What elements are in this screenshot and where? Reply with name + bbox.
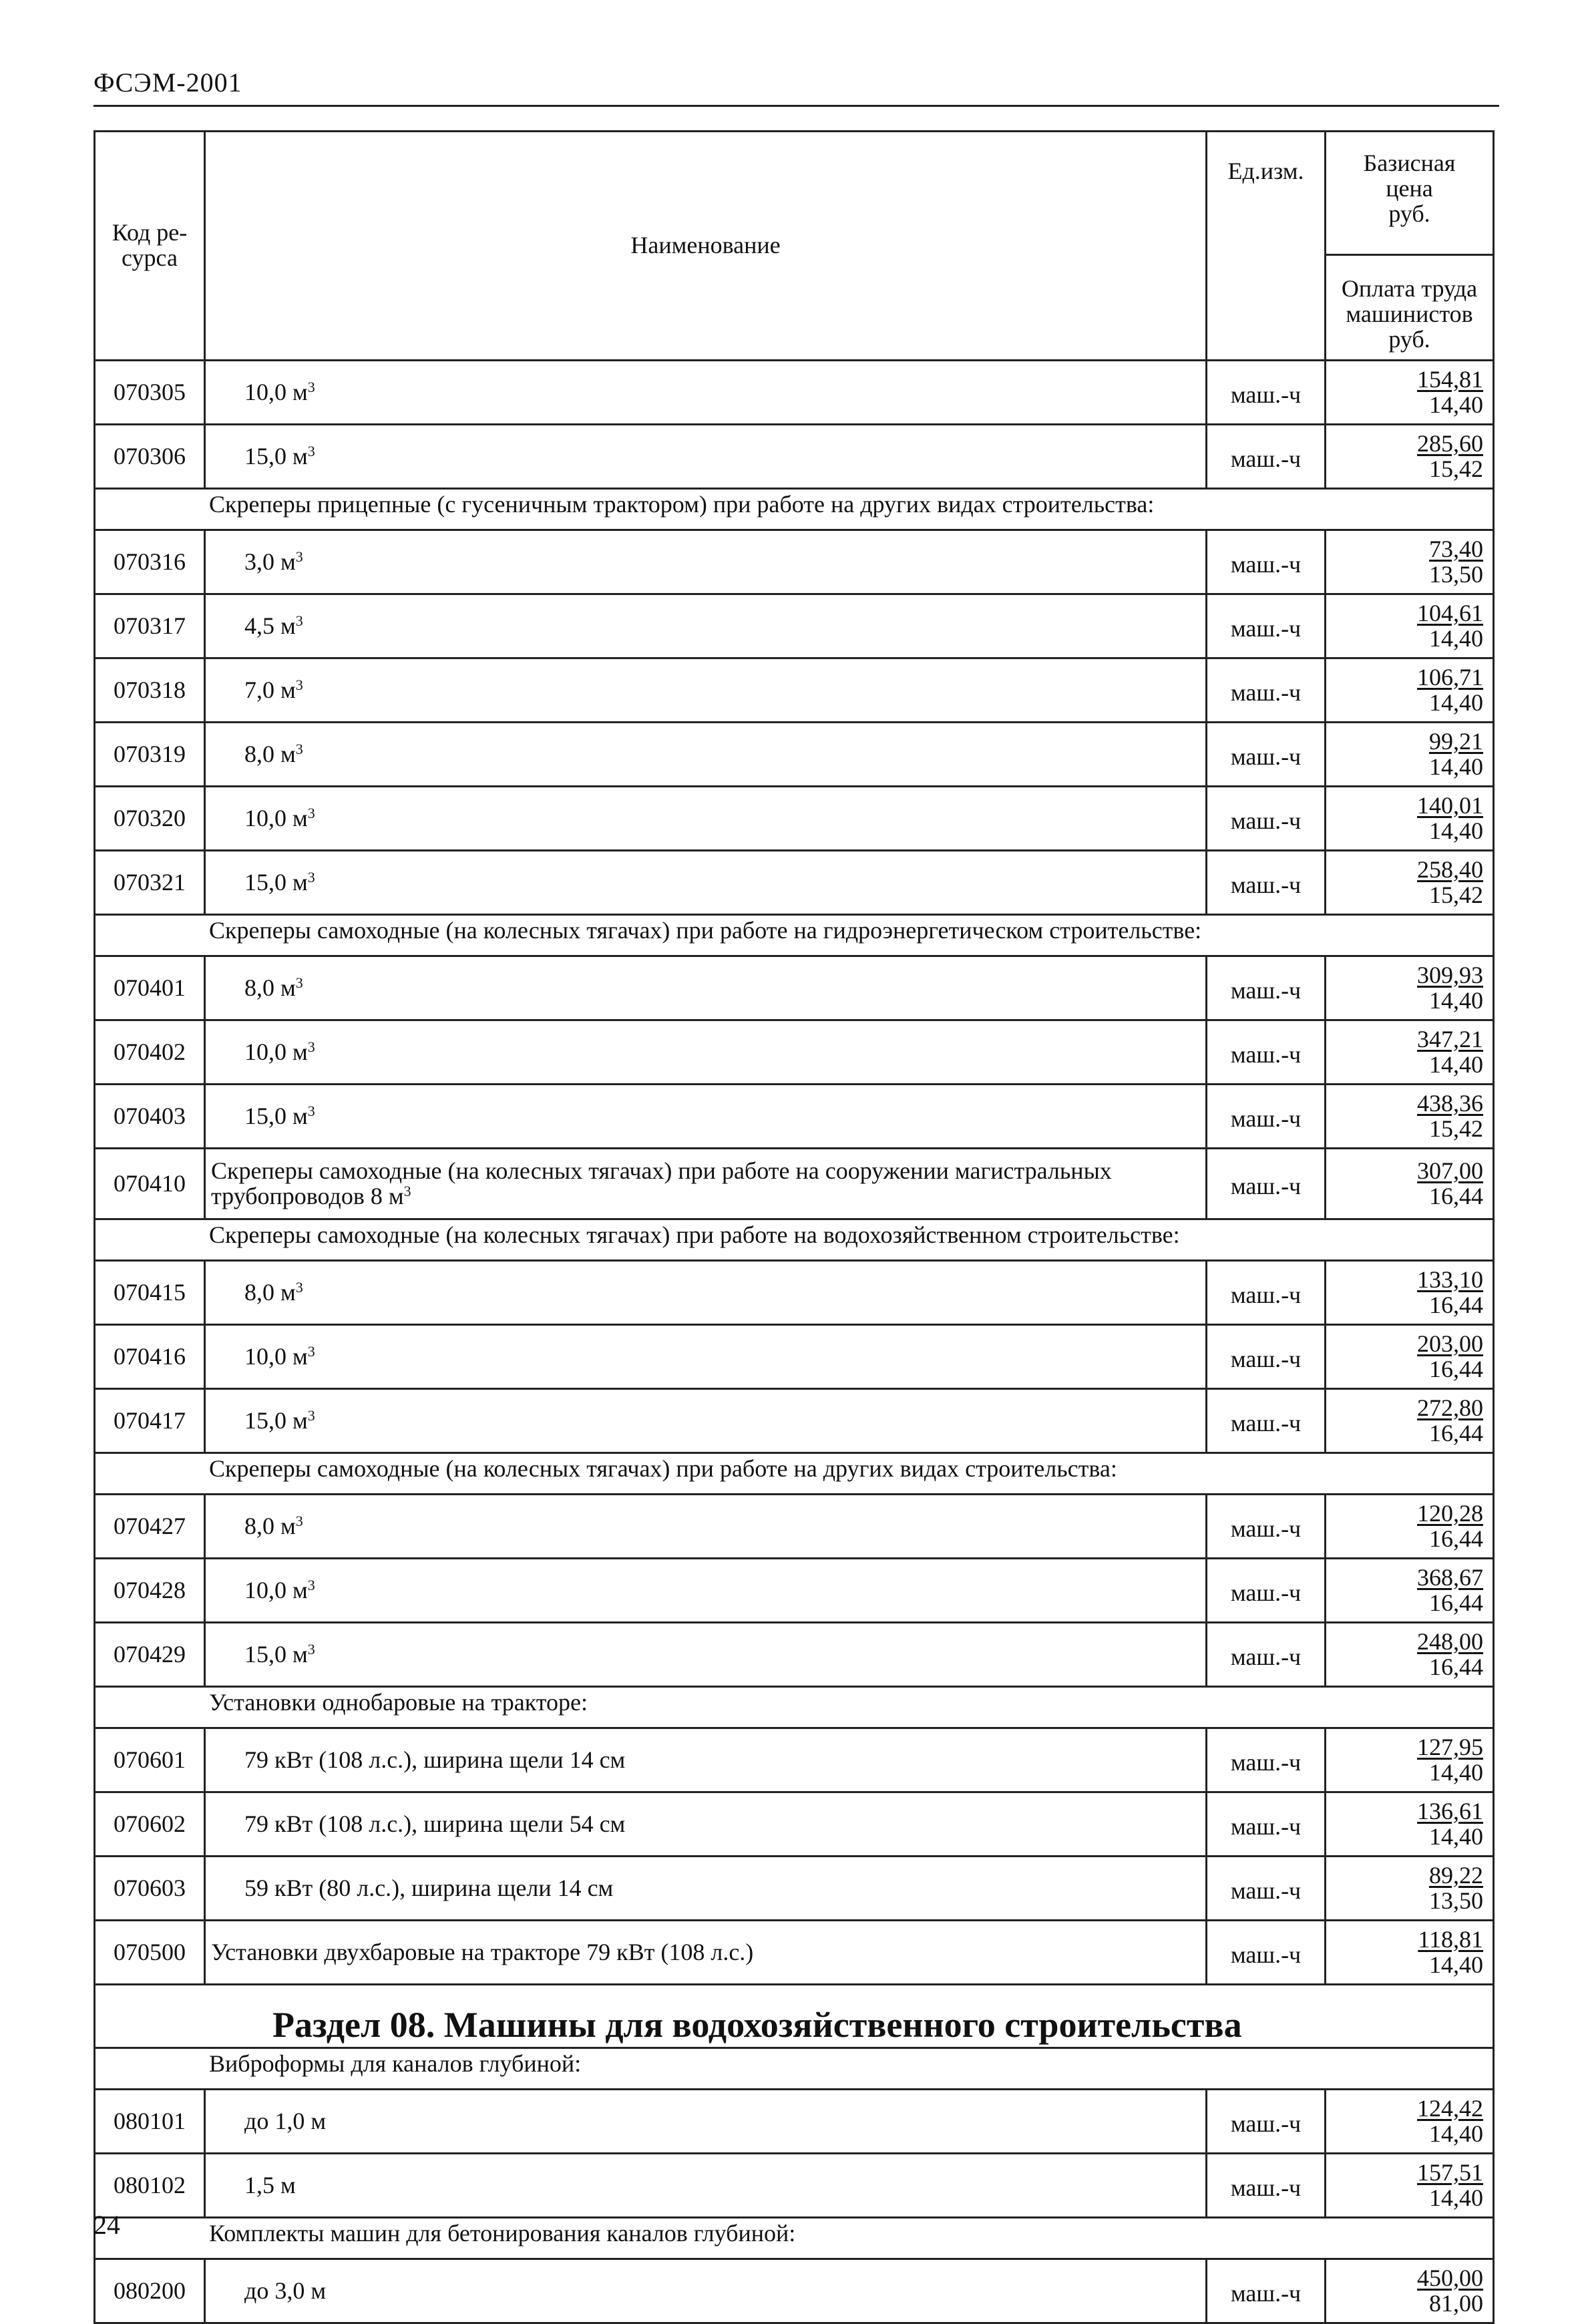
base-price: 104,61 (1417, 599, 1483, 626)
unit-of-measure: маш.-ч (1207, 658, 1326, 723)
resource-name-text: 15,0 м (244, 442, 308, 469)
unit-exponent: 3 (307, 804, 315, 821)
section-heading-row (95, 1985, 1494, 2048)
unit-of-measure: маш.-ч (1207, 1559, 1326, 1623)
base-price: 154,81 (1417, 365, 1483, 393)
operator-wage: 14,40 (1429, 2120, 1483, 2147)
resource-name (205, 1261, 1207, 1325)
unit-exponent: 3 (403, 1182, 411, 1199)
header-name-label: Наименование (630, 232, 781, 259)
resource-name-text: до 3,0 м (244, 2277, 327, 2304)
table-row (95, 1921, 1494, 1985)
table-row (95, 851, 1494, 915)
unit-exponent: 3 (307, 1640, 315, 1658)
table-row (95, 1495, 1494, 1559)
table-row (95, 2154, 1494, 2218)
unit-of-measure: маш.-ч (1207, 1792, 1326, 1857)
unit-exponent: 3 (307, 1406, 315, 1424)
table-row (95, 1149, 1494, 1219)
base-price: 368,67 (1417, 1563, 1483, 1591)
unit-exponent: 3 (295, 1512, 303, 1529)
base-price: 258,40 (1417, 855, 1483, 883)
price-cell (1326, 723, 1494, 787)
resource-name-text: до 1,0 м (244, 2107, 327, 2134)
resource-name-text: 79 кВт (108 л.с.), ширина щели 54 см (244, 1810, 626, 1837)
group-heading-row (95, 1687, 1494, 1728)
group-heading: Скреперы прицепные (с гусеничным трактором) при работе на других видах строительства: (95, 489, 1494, 530)
resource-name (205, 1085, 1207, 1149)
resource-name-text: 59 кВт (80 л.с.), ширина щели 14 см (244, 1874, 614, 1901)
unit-exponent: 3 (307, 1038, 315, 1055)
price-cell (1326, 2259, 1494, 2323)
unit-exponent: 3 (295, 974, 303, 991)
resource-code: 070319 (95, 723, 205, 787)
resource-code: 070305 (95, 361, 205, 425)
operator-wage: 16,44 (1429, 1419, 1483, 1446)
unit-of-measure: маш.-ч (1207, 594, 1326, 658)
base-price: 285,60 (1417, 429, 1483, 457)
resource-name (205, 1495, 1207, 1559)
table-row (95, 1389, 1494, 1453)
group-heading-row (95, 1453, 1494, 1495)
unit-of-measure: маш.-ч (1207, 1020, 1326, 1085)
group-heading-row (95, 2218, 1494, 2259)
table-row (95, 1623, 1494, 1687)
resource-code: 070602 (95, 1792, 205, 1857)
unit-of-measure: маш.-ч (1207, 2090, 1326, 2154)
document-code: ФСЭМ-2001 (93, 67, 242, 98)
base-price: 136,61 (1417, 1797, 1483, 1824)
unit-of-measure: маш.-ч (1207, 1149, 1326, 1219)
operator-wage: 15,42 (1429, 1115, 1483, 1142)
operator-wage: 14,40 (1429, 624, 1483, 652)
base-price: 124,42 (1417, 2094, 1483, 2122)
page-number: 24 (93, 2210, 120, 2240)
operator-wage: 16,44 (1429, 1182, 1483, 1209)
operator-wage: 14,40 (1429, 1951, 1483, 1978)
operator-wage: 13,50 (1429, 560, 1483, 588)
header-code (95, 132, 205, 361)
resource-name (205, 1389, 1207, 1453)
base-price: 89,22 (1429, 1861, 1483, 1889)
table-row (95, 658, 1494, 723)
base-price: 157,51 (1417, 2158, 1483, 2186)
operator-wage: 16,44 (1429, 1589, 1483, 1616)
unit-of-measure: маш.-ч (1207, 1623, 1326, 1687)
resource-name (205, 1623, 1207, 1687)
resource-code: 070317 (95, 594, 205, 658)
base-price: 73,40 (1429, 535, 1483, 562)
resource-code: 070500 (95, 1921, 205, 1985)
resource-name-text: 7,0 м (244, 676, 296, 703)
resource-name (205, 361, 1207, 425)
unit-exponent: 3 (295, 612, 303, 629)
table-row (95, 1559, 1494, 1623)
header-price-divider (1326, 254, 1493, 256)
resource-name-text: 15,0 м (244, 868, 308, 896)
header-base-price-label: Базисная цена руб. (1363, 150, 1456, 227)
resource-name (205, 530, 1207, 594)
operator-wage: 15,42 (1429, 881, 1483, 908)
resource-name (205, 1728, 1207, 1792)
unit-of-measure: маш.-ч (1207, 2154, 1326, 2218)
unit-exponent: 3 (307, 868, 315, 886)
resource-name-text: 15,0 м (244, 1640, 308, 1668)
operator-wage: 14,40 (1429, 689, 1483, 716)
operator-wage: 16,44 (1429, 1291, 1483, 1318)
resource-name (205, 1020, 1207, 1085)
table-row (95, 723, 1494, 787)
table-row (95, 594, 1494, 658)
table-row (95, 2090, 1494, 2154)
price-cell (1326, 1728, 1494, 1792)
resource-name-text: 10,0 м (244, 1342, 308, 1370)
price-cell (1326, 594, 1494, 658)
resource-name (205, 425, 1207, 489)
price-cell (1326, 787, 1494, 851)
unit-of-measure: маш.-ч (1207, 787, 1326, 851)
unit-exponent: 3 (307, 1576, 315, 1593)
unit-of-measure: маш.-ч (1207, 1495, 1326, 1559)
resource-name (205, 1325, 1207, 1389)
resource-name-text: 8,0 м (244, 1278, 296, 1306)
resource-name (205, 787, 1207, 851)
table-row (95, 2259, 1494, 2323)
resource-name-text: 10,0 м (244, 1576, 308, 1603)
unit-of-measure: маш.-ч (1207, 2259, 1326, 2323)
resource-name-text: 3,0 м (244, 548, 296, 575)
price-cell (1326, 1149, 1494, 1219)
price-cell (1326, 1261, 1494, 1325)
price-cell (1326, 851, 1494, 915)
resource-name-text: 8,0 м (244, 974, 296, 1001)
base-price: 248,00 (1417, 1627, 1483, 1655)
operator-wage: 81,00 (1429, 2289, 1483, 2317)
operator-wage: 16,44 (1429, 1355, 1483, 1382)
header-unit-label: Ед.изм. (1227, 158, 1304, 184)
base-price: 272,80 (1417, 1394, 1483, 1421)
unit-of-measure: маш.-ч (1207, 956, 1326, 1020)
header-rule (93, 105, 1499, 107)
resource-name (205, 1792, 1207, 1857)
unit-exponent: 3 (295, 1278, 303, 1296)
operator-wage: 15,42 (1429, 455, 1483, 482)
table-row (95, 787, 1494, 851)
unit-of-measure: маш.-ч (1207, 723, 1326, 787)
base-price: 120,28 (1417, 1499, 1483, 1527)
group-heading-row (95, 489, 1494, 530)
group-heading-row (95, 2048, 1494, 2090)
base-price: 309,93 (1417, 961, 1483, 988)
resource-code: 070318 (95, 658, 205, 723)
resource-name-text: 15,0 м (244, 1406, 308, 1434)
unit-of-measure: маш.-ч (1207, 1325, 1326, 1389)
operator-wage: 14,40 (1429, 986, 1483, 1014)
header-wage-label: Оплата труда машинистов руб. (1341, 275, 1478, 353)
resource-code: 070429 (95, 1623, 205, 1687)
price-cell (1326, 1389, 1494, 1453)
price-cell (1326, 1792, 1494, 1857)
resource-name (205, 2259, 1207, 2323)
resource-code: 070415 (95, 1261, 205, 1325)
resource-name (205, 956, 1207, 1020)
resource-code: 070410 (95, 1149, 205, 1219)
resource-code: 070320 (95, 787, 205, 851)
table-header-row (95, 132, 1494, 361)
unit-of-measure: маш.-ч (1207, 1261, 1326, 1325)
resource-name-text: 4,5 м (244, 612, 296, 639)
table-row (95, 1728, 1494, 1792)
operator-wage: 14,40 (1429, 753, 1483, 780)
base-price: 127,95 (1417, 1733, 1483, 1760)
base-price: 203,00 (1417, 1330, 1483, 1357)
group-heading-row (95, 915, 1494, 956)
base-price: 347,21 (1417, 1025, 1483, 1052)
resource-code: 070428 (95, 1559, 205, 1623)
base-price: 140,01 (1417, 791, 1483, 819)
price-cell (1326, 658, 1494, 723)
operator-wage: 14,40 (1429, 391, 1483, 418)
table-row (95, 1325, 1494, 1389)
resource-name-text: 10,0 м (244, 1038, 308, 1065)
table-row (95, 1857, 1494, 1921)
base-price: 106,71 (1417, 663, 1483, 691)
resource-name (205, 1149, 1207, 1219)
unit-exponent: 3 (307, 378, 315, 395)
operator-wage: 14,40 (1429, 817, 1483, 844)
operator-wage: 16,44 (1429, 1653, 1483, 1680)
resource-name-text: 10,0 м (244, 804, 308, 831)
operator-wage: 13,50 (1429, 1887, 1483, 1914)
unit-of-measure: маш.-ч (1207, 1728, 1326, 1792)
group-heading: Комплекты машин для бетонирования каналов глубиной: (95, 2218, 1494, 2259)
resource-code: 070417 (95, 1389, 205, 1453)
group-heading: Установки однобаровые на тракторе: (95, 1687, 1494, 1728)
resource-code: 070403 (95, 1085, 205, 1149)
table-row (95, 1020, 1494, 1085)
resource-code: 080200 (95, 2259, 205, 2323)
unit-exponent: 3 (307, 442, 315, 459)
unit-of-measure: маш.-ч (1207, 1389, 1326, 1453)
resource-name-text: Скреперы самоходные (на колесных тягачах) при работе на сооружении магистральных трубопроводов 8 м (211, 1157, 1112, 1209)
price-cell (1326, 1559, 1494, 1623)
table-row (95, 1261, 1494, 1325)
base-price: 438,36 (1417, 1089, 1483, 1117)
table-row (95, 956, 1494, 1020)
price-cell (1326, 2154, 1494, 2218)
price-cell (1326, 1495, 1494, 1559)
resource-code: 080102 (95, 2154, 205, 2218)
table-row (95, 1085, 1494, 1149)
price-cell (1326, 530, 1494, 594)
resource-code: 070603 (95, 1857, 205, 1921)
resource-name (205, 2154, 1207, 2218)
resource-table (93, 130, 1495, 2324)
header-code-label: Код ре- сурса (112, 219, 188, 271)
price-cell (1326, 1020, 1494, 1085)
price-cell (1326, 2090, 1494, 2154)
base-price: 133,10 (1417, 1266, 1483, 1293)
header-unit (1207, 132, 1326, 361)
group-heading: Скреперы самоходные (на колесных тягачах) при работе на других видах строительства: (95, 1453, 1494, 1495)
resource-name-text: 8,0 м (244, 1512, 296, 1539)
price-cell (1326, 1623, 1494, 1687)
table-row (95, 361, 1494, 425)
resource-name-text: 1,5 м (244, 2171, 296, 2198)
group-heading: Скреперы самоходные (на колесных тягачах) при работе на водохозяйственном строительстве: (95, 1219, 1494, 1261)
price-cell (1326, 425, 1494, 489)
resource-code: 070306 (95, 425, 205, 489)
unit-of-measure: маш.-ч (1207, 361, 1326, 425)
resource-code: 070316 (95, 530, 205, 594)
unit-of-measure: маш.-ч (1207, 1921, 1326, 1985)
operator-wage: 14,40 (1429, 1758, 1483, 1786)
unit-exponent: 3 (307, 1102, 315, 1119)
resource-code: 070321 (95, 851, 205, 915)
table-row (95, 530, 1494, 594)
price-cell (1326, 1085, 1494, 1149)
unit-exponent: 3 (295, 676, 303, 693)
price-cell (1326, 1921, 1494, 1985)
resource-name (205, 1857, 1207, 1921)
resource-code: 080101 (95, 2090, 205, 2154)
price-cell (1326, 361, 1494, 425)
resource-code: 070601 (95, 1728, 205, 1792)
resource-name (205, 1921, 1207, 1985)
unit-exponent: 3 (295, 548, 303, 565)
operator-wage: 14,40 (1429, 1822, 1483, 1850)
unit-of-measure: маш.-ч (1207, 425, 1326, 489)
resource-code: 070416 (95, 1325, 205, 1389)
resource-name-text: 10,0 м (244, 378, 308, 405)
base-price: 118,81 (1418, 1925, 1483, 1953)
resource-name-text: Установки двухбаровые на тракторе 79 кВт (108 л.с.) (211, 1938, 754, 1965)
operator-wage: 14,40 (1429, 2184, 1483, 2211)
base-price: 307,00 (1417, 1157, 1483, 1184)
resource-name (205, 594, 1207, 658)
resource-name (205, 658, 1207, 723)
section-title: Раздел 08. Машины для водохозяйственного строительства (95, 1985, 1494, 2048)
group-heading: Скреперы самоходные (на колесных тягачах) при работе на гидроэнергетическом строительстве: (95, 915, 1494, 956)
unit-of-measure: маш.-ч (1207, 1085, 1326, 1149)
header-price (1326, 132, 1494, 361)
unit-of-measure: маш.-ч (1207, 1857, 1326, 1921)
table-row (95, 425, 1494, 489)
price-cell (1326, 956, 1494, 1020)
resource-code: 070401 (95, 956, 205, 1020)
resource-name-text: 15,0 м (244, 1102, 308, 1129)
table-row (95, 1792, 1494, 1857)
unit-exponent: 3 (295, 740, 303, 757)
unit-exponent: 3 (307, 1342, 315, 1360)
resource-name-text: 79 кВт (108 л.с.), ширина щели 14 см (244, 1746, 626, 1773)
resource-name (205, 851, 1207, 915)
base-price: 99,21 (1429, 727, 1483, 755)
resource-name-text: 8,0 м (244, 740, 296, 767)
operator-wage: 14,40 (1429, 1050, 1483, 1078)
operator-wage: 16,44 (1429, 1525, 1483, 1552)
price-cell (1326, 1857, 1494, 1921)
resource-code: 070427 (95, 1495, 205, 1559)
group-heading-row (95, 1219, 1494, 1261)
base-price: 450,00 (1417, 2264, 1483, 2291)
price-cell (1326, 1325, 1494, 1389)
resource-name (205, 723, 1207, 787)
resource-name (205, 2090, 1207, 2154)
unit-of-measure: маш.-ч (1207, 530, 1326, 594)
resource-name (205, 1559, 1207, 1623)
unit-of-measure: маш.-ч (1207, 851, 1326, 915)
resource-code: 070402 (95, 1020, 205, 1085)
header-name (205, 132, 1207, 361)
group-heading: Виброформы для каналов глубиной: (95, 2048, 1494, 2090)
